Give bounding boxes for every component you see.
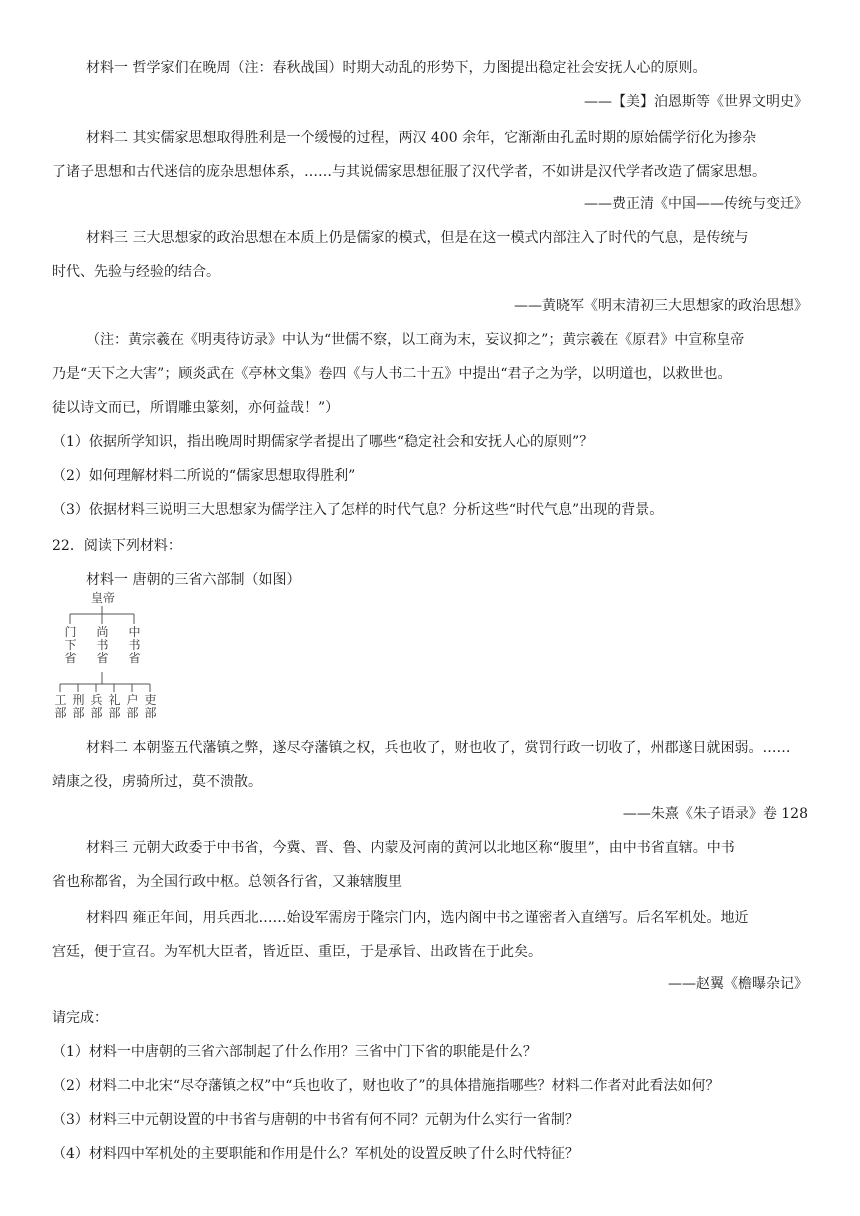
task-question-2: （2）材料二中北宋“尽夺藩镇之权”中“兵也收了，财也收了”的具体措施指哪些？材料二作者对此看法如何？ (52, 1078, 720, 1094)
material-4-qing-line2: 宫廷，便于宣召。为军机大臣者，皆近臣、重臣，于是承旨、出政皆在于此矣。 (52, 944, 542, 960)
question-1: （1）依据所学知识，指出晚周时期儒家学者提出了哪些“稳定社会和安抚人心的原则”？ (52, 434, 594, 450)
shangshu-province-label: 尚书省 (96, 625, 109, 665)
material-2-text-line2: 了诸子思想和古代迷信的庞杂思想体系，……与其说儒家思想征服了汉代学者，不如讲是汉代学者改造了儒家思想。 (52, 164, 766, 180)
task-question-3: （3）材料三中元朝设置的中书省与唐朝的中书省有何不同？元朝为什么实行一省制？ (52, 1112, 579, 1128)
ministry-works-label: 工部 (54, 693, 67, 720)
material-2-song-line2: 靖康之役，虏骑所过，莫不溃散。 (52, 774, 262, 790)
question-22-heading: 22．阅读下列材料： (52, 538, 182, 554)
task-question-4: （4）材料四中军机处的主要职能和作用是什么？军机处的设置反映了什么时代特征？ (52, 1146, 579, 1162)
zhongshu-province-label: 中书省 (128, 625, 141, 665)
material-1-text: 材料一 哲学家们在晚周（注：春秋战国）时期大动乱的形势下，力图提出稳定社会安抚人心的原则。 (86, 60, 707, 76)
note-line3: 徒以诗文而已，所谓雕虫篆刻，亦何益哉！”） (52, 400, 340, 416)
question-3: （3）依据材料三说明三大思想家为儒学注入了怎样的时代气息？分析这些“时代气息”出现的背景。 (52, 502, 664, 518)
ministry-justice-label: 刑部 (72, 693, 85, 720)
ministry-revenue-label: 户部 (126, 693, 139, 720)
material-1-source: ——【美】泊恩斯等《世界文明史》 (584, 94, 808, 110)
menxia-province-label: 门下省 (64, 625, 77, 665)
material-1-tang-text: 材料一 唐朝的三省六部制（如图） (86, 572, 301, 588)
emperor-label: 皇帝 (90, 591, 115, 605)
three-departments-six-ministries-diagram (52, 592, 172, 724)
note-line1: （注：黄宗羲在《明夷待访录》中认为“世儒不察，以工商为末，妄议抑之”；黄宗羲在《原君》中宣称皇帝 (86, 332, 745, 348)
material-3-yuan-line1: 材料三 元朝大政委于中书省，今冀、晋、鲁、内蒙及河南的黄河以北地区称“腹里”，由中书省直辖。中书 (86, 840, 735, 856)
task-question-1: （1）材料一中唐朝的三省六部制起了什么作用？三省中门下省的职能是什么？ (52, 1044, 537, 1060)
material-3-text-line2: 时代、先验与经验的结合。 (52, 264, 220, 280)
material-4-qing-line1: 材料四 雍正年间，用兵西北……始设军需房于隆宗门内，选内阁中书之谨密者入直缮写。后名军机处。地近 (86, 910, 749, 926)
material-2-text-line1: 材料二 其实儒家思想取得胜利是一个缓慢的过程，两汉 400 余年，它渐渐由孔孟时期的原始儒学衍化为掺杂 (86, 130, 757, 146)
material-3-source: ——黄晓军《明末清初三大思想家的政治思想》 (514, 298, 808, 314)
question-2: （2）如何理解材料二所说的“儒家思想取得胜利” (52, 468, 356, 484)
material-2-song-line1: 材料二 本朝鉴五代藩镇之弊，遂尽夺藩镇之权，兵也收了，财也收了，赏罚行政一切收了，州郡遂日就困弱。…… (86, 740, 791, 756)
material-2-source: ——费正清《中国——传统与变迁》 (584, 196, 808, 212)
task-prompt: 请完成： (52, 1010, 108, 1026)
ministry-personnel-label: 吏部 (144, 693, 157, 720)
material-3-text-line1: 材料三 三大思想家的政治思想在本质上仍是儒家的模式，但是在这一模式内部注入了时代的气息，是传统与 (86, 230, 749, 246)
material-3-yuan-line2: 省也称都省，为全国行政中枢。总领各行省，又兼辖腹里 (52, 874, 402, 890)
ministry-rites-label: 礼部 (108, 693, 121, 720)
ministry-war-label: 兵部 (90, 693, 103, 720)
material-2-song-source: ——朱熹《朱子语录》卷 128 (622, 806, 808, 822)
material-4-qing-source: ——赵翼《檐曝杂记》 (668, 976, 808, 992)
note-line2: 乃是“天下之大害”；顾炎武在《亭林文集》卷四《与人书二十五》中提出“君子之为学，以明道也，以救世也。 (52, 366, 732, 382)
